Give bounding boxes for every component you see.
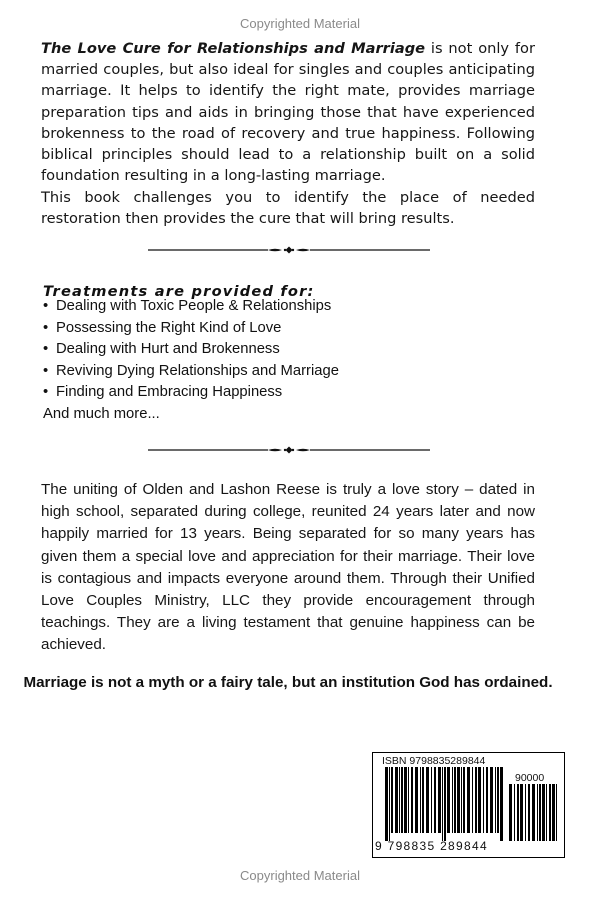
bullet-icon: • xyxy=(43,298,49,314)
bullet-icon: • xyxy=(43,384,49,400)
bullet-icon: • xyxy=(43,319,49,336)
list-item xyxy=(43,382,339,404)
list-item xyxy=(43,296,339,318)
list-item-text: Dealing with Toxic People & Relationships xyxy=(56,298,332,314)
copyright-watermark-top: Copyrighted Material xyxy=(240,16,360,31)
bullet-icon: • xyxy=(43,362,49,379)
list-item-text: Reviving Dying Relationships and Marriage xyxy=(56,362,339,379)
book-title: The Love Cure for Relationships and Marriage xyxy=(41,40,426,57)
isbn-barcode xyxy=(372,752,565,858)
list-item xyxy=(43,361,339,383)
author-bio-paragraph: The uniting of Olden and Lashon Reese is truly a love story – dated in high school, separated during college, reunited 24 years later and now happily married for 13 years. Being separated for so many years has given them a special love and appreciation for their marriage. Their love is contagious and impacts everyone around them. Through their Unified Love Couples Ministry, LLC they provide encouragement through teachings. They are a living testament that genuine happiness can be achieved. xyxy=(41,481,535,654)
challenge-paragraph: This book challenges you to identify the place of needed restoration then provides the cure that will bring results. xyxy=(41,189,535,228)
treatments-list xyxy=(43,296,339,404)
list-item xyxy=(43,318,339,340)
bullet-icon: • xyxy=(43,341,49,357)
price-code: 90000 xyxy=(515,772,545,784)
treatments-heading: Treatments are provided for: xyxy=(43,283,315,300)
barcode-bars-icon xyxy=(385,767,503,841)
ornamental-divider-bottom xyxy=(148,445,430,455)
ornamental-divider-top xyxy=(148,245,430,255)
list-item-text: Dealing with Hurt and Brokenness xyxy=(56,341,280,357)
isbn-label: ISBN 9798835289844 xyxy=(382,755,486,767)
and-much-more: And much more... xyxy=(43,406,160,422)
copyright-watermark-bottom: Copyrighted Material xyxy=(240,868,360,883)
list-item xyxy=(43,339,339,361)
intro-text: is not only for married couples, but also ideal for singles and couples anticipating marriage. It helps to identify the right mate, provides marriage preparation tips and aids in bringing those that have experienced brokenness to the road of recovery and true happiness. Following biblical principles should lead to a relationship built on a solid foundation resulting in a long-lasting marriage. xyxy=(41,40,535,185)
list-item-text: Finding and Embracing Happiness xyxy=(56,384,283,400)
barcode-addon-bars-icon xyxy=(509,784,559,841)
closing-statement: Marriage is not a myth or a fairy tale, but an institution God has ordained. xyxy=(23,674,553,691)
ean-digits: 9 798835 289844 xyxy=(375,839,488,853)
list-item-text: Possessing the Right Kind of Love xyxy=(56,319,282,336)
intro-paragraph xyxy=(41,38,535,186)
